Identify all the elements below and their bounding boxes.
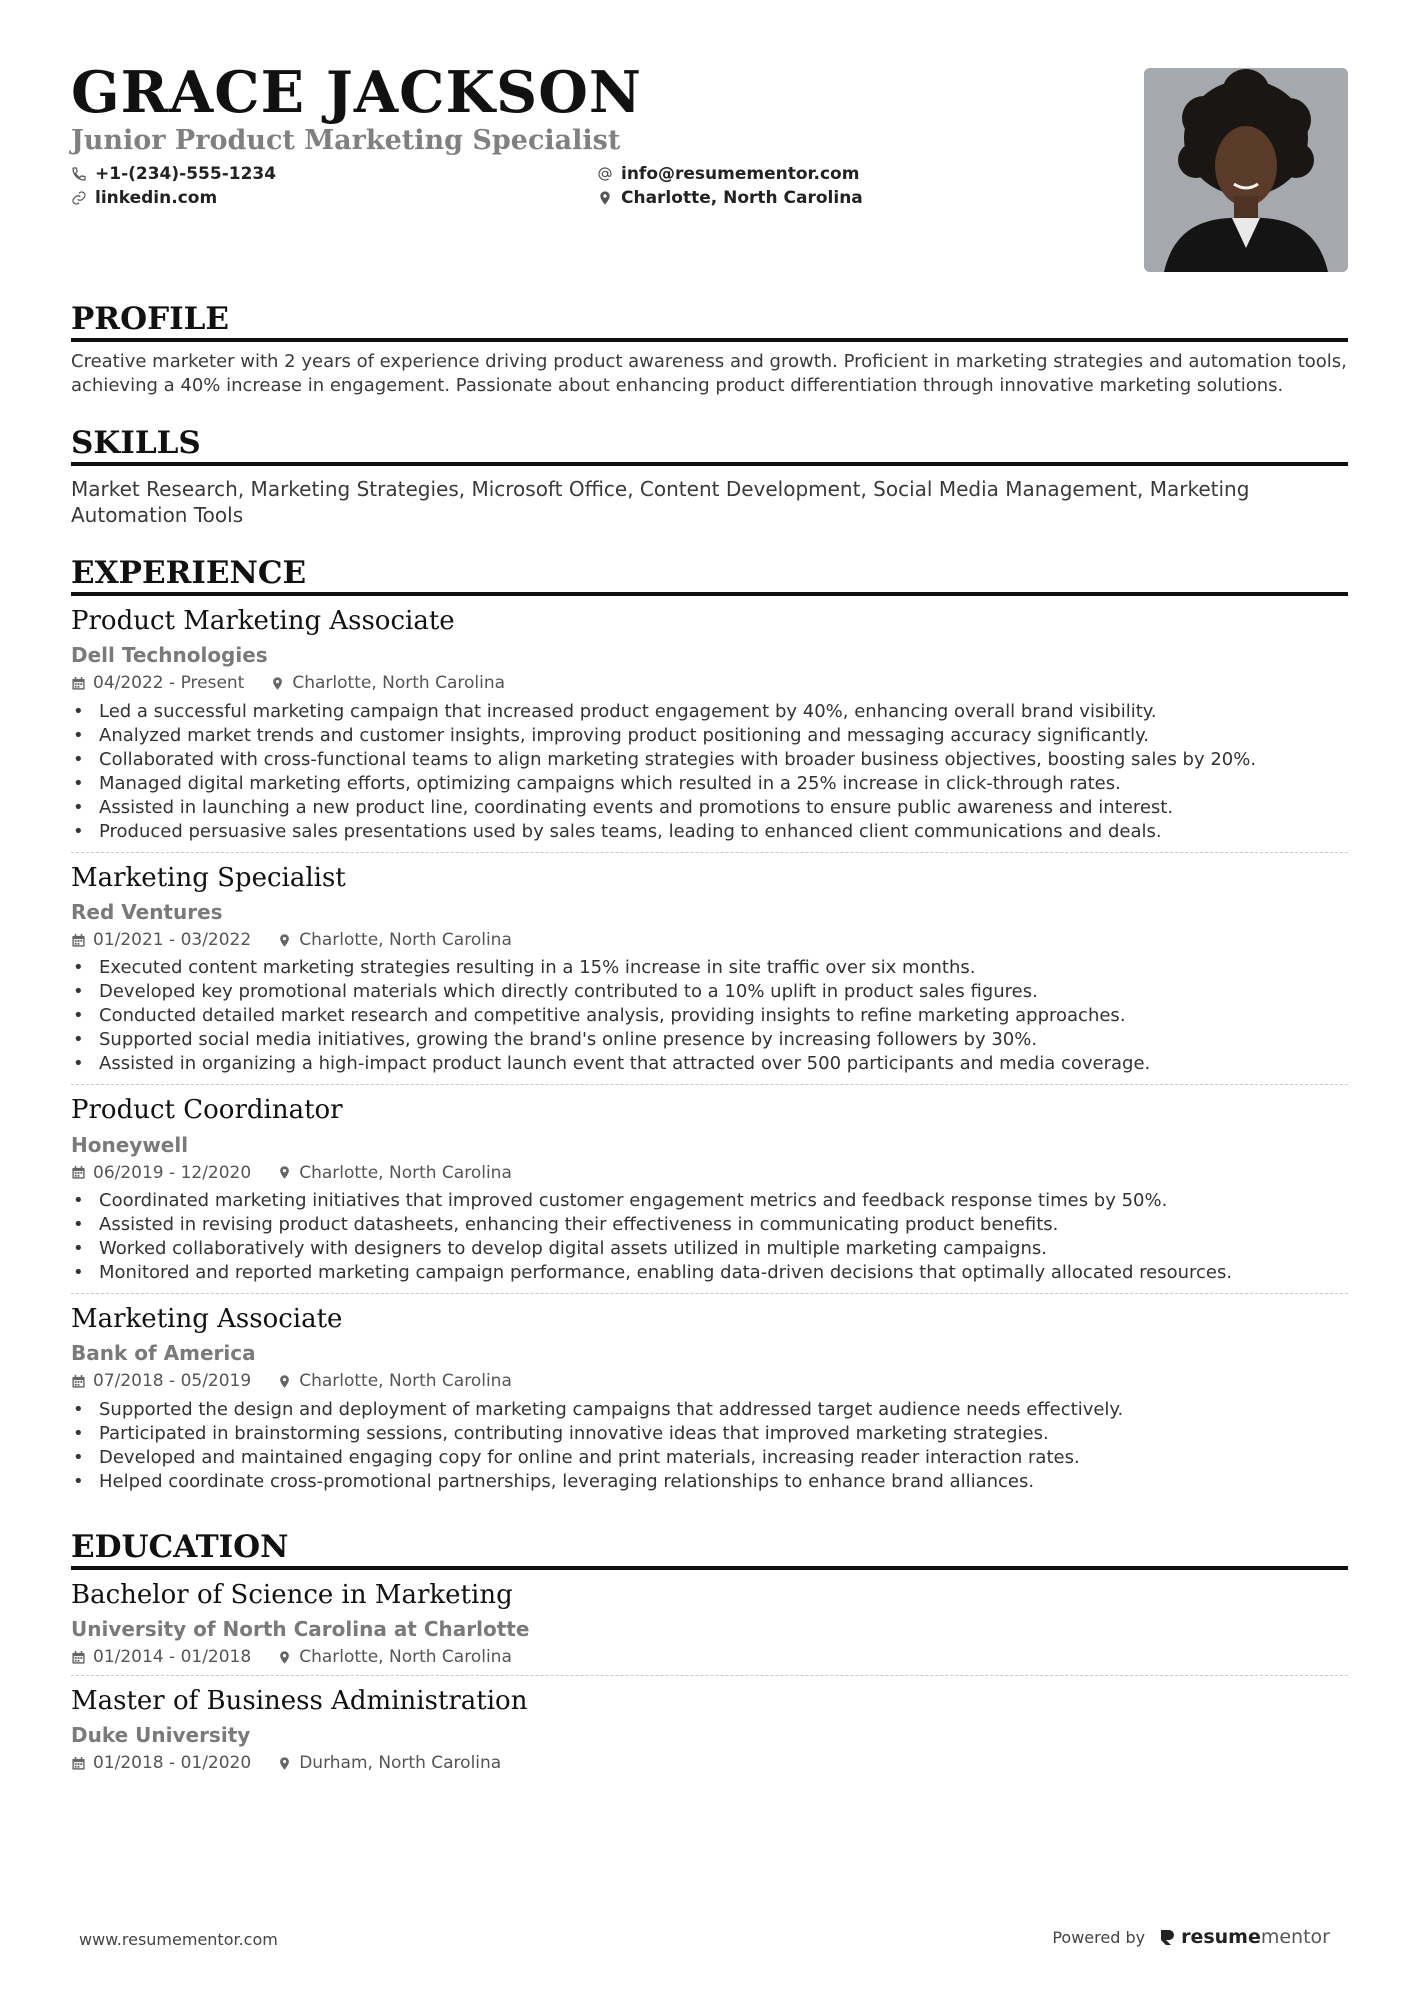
bullet-item: • Managed digital marketing efforts, optimizing campaigns which resulted in a 25% increase in click-through rates. — [71, 772, 1348, 796]
contact-email[interactable] — [597, 164, 977, 184]
bullet-item: • Produced persuasive sales presentations used by sales teams, leading to enhanced client communications and deals. — [71, 820, 1348, 844]
footer-website[interactable]: www.resumementor.com — [79, 1930, 278, 1949]
skills-text: Market Research, Marketing Strategies, Microsoft Office, Content Development, Social Media Management, Marketing Automation Tools — [71, 477, 1250, 528]
company-name: Honeywell — [71, 1132, 189, 1157]
job-location-text: Charlotte, North Carolina — [299, 930, 512, 951]
bullet-item: • Helped coordinate cross-promotional partnerships, leveraging relationships to enhance brand alliances. — [71, 1470, 1348, 1494]
calendar-icon — [71, 1165, 86, 1180]
calendar-icon — [71, 676, 86, 691]
map-pin-icon — [277, 1756, 292, 1771]
bullet-item: • Analyzed market trends and customer insights, improving product positioning and messaging accuracy significantly. — [71, 724, 1348, 748]
bullet-item: • Assisted in revising product datasheets, enhancing their effectiveness in communicating product benefits. — [71, 1213, 1348, 1237]
job-meta — [71, 1163, 1348, 1183]
bullet-item: • Led a successful marketing campaign that increased product engagement by 40%, enhancing overall brand visibility. — [71, 700, 1348, 724]
bullet-item: • Monitored and reported marketing campaign performance, enabling data-driven decisions that optimally allocated resources. — [71, 1261, 1348, 1285]
calendar-icon — [71, 1374, 86, 1389]
candidate-name: GRACE JACKSON — [71, 59, 642, 126]
education-dates — [71, 1647, 251, 1667]
education-location-text: Durham, North Carolina — [299, 1753, 502, 1774]
map-pin-icon — [270, 676, 285, 691]
company-name: Red Ventures — [71, 900, 223, 925]
job-title: Product Marketing Associate — [71, 606, 455, 637]
experience-entry — [71, 1294, 1348, 1502]
skills-section — [71, 426, 1348, 528]
company-name: Bank of America — [71, 1341, 256, 1366]
degree-title: Master of Business Administration — [71, 1686, 528, 1717]
at-icon — [597, 166, 613, 182]
footer-brand — [1052, 1926, 1330, 1948]
profile-text: Creative marketer with 2 years of experience driving product awareness and growth. Proficient in marketing strategies and automation tools, achieving a 40% increase in engagement. Passionate about enhancing product differentiation through innovative marketing solutions. — [71, 351, 1347, 397]
job-dates — [71, 1163, 251, 1183]
bullet-item: • Supported the design and deployment of marketing campaigns that addressed target audience needs effectively. — [71, 1398, 1348, 1422]
education-dates — [71, 1753, 251, 1773]
calendar-icon — [71, 933, 86, 948]
education-entry — [71, 1570, 1348, 1677]
job-dates-text: 07/2018 - 05/2019 — [93, 1371, 252, 1392]
candidate-role: Junior Product Marketing Specialist — [71, 125, 621, 156]
brand-mark-icon — [1159, 1928, 1175, 1946]
bullet-item: • Developed and maintained engaging copy for online and print materials, increasing reader interaction rates. — [71, 1446, 1348, 1470]
contact-phone — [71, 164, 597, 184]
job-location-text: Charlotte, North Carolina — [292, 673, 506, 694]
map-pin-icon — [597, 190, 613, 206]
school-name: Duke University — [71, 1723, 251, 1748]
job-meta — [71, 930, 1348, 950]
bullet-item: • Participated in brainstorming sessions, contributing innovative ideas that improved marketing strategies. — [71, 1422, 1348, 1446]
brand-name-bold: resume — [1181, 1926, 1261, 1948]
map-pin-icon — [277, 1374, 292, 1389]
link-icon — [71, 190, 87, 206]
experience-entry — [71, 1085, 1348, 1294]
education-entry — [71, 1676, 1348, 1782]
education-dates-text: 01/2018 - 01/2020 — [93, 1753, 252, 1774]
job-meta — [71, 673, 1348, 693]
job-dates-text: 04/2022 - Present — [93, 673, 245, 694]
education-meta — [71, 1753, 1348, 1773]
brand-logo[interactable] — [1159, 1926, 1330, 1948]
map-pin-icon — [277, 1165, 292, 1180]
job-bullets — [71, 956, 1348, 1076]
job-bullets — [71, 1189, 1348, 1285]
bullet-item: • Supported social media initiatives, growing the brand's online presence by increasing followers by 30%. — [71, 1028, 1348, 1052]
degree-title: Bachelor of Science in Marketing — [71, 1579, 513, 1610]
email-text[interactable]: info@resumementor.com — [621, 164, 860, 185]
map-pin-icon — [277, 1650, 292, 1665]
phone-icon — [71, 166, 87, 182]
job-dates-text: 06/2019 - 12/2020 — [93, 1162, 252, 1183]
profile-photo — [1144, 68, 1348, 272]
bullet-item: • Developed key promotional materials which directly contributed to a 10% uplift in product sales figures. — [71, 980, 1348, 1004]
education-dates-text: 01/2014 - 01/2018 — [93, 1646, 252, 1667]
job-dates — [71, 930, 251, 950]
job-dates-text: 01/2021 - 03/2022 — [93, 930, 252, 951]
calendar-icon — [71, 1650, 86, 1665]
bullet-item: • Conducted detailed market research and competitive analysis, providing insights to refine marketing approaches. — [71, 1004, 1348, 1028]
experience-entry — [71, 853, 1348, 1086]
education-location — [277, 1753, 501, 1773]
calendar-icon — [71, 1756, 86, 1771]
bullet-item: • Worked collaboratively with designers to develop digital assets utilized in multiple marketing campaigns. — [71, 1237, 1348, 1261]
bullet-item: • Collaborated with cross-functional teams to align marketing strategies with broader business objectives, boosting sales by 20%. — [71, 748, 1348, 772]
bullet-item: • Executed content marketing strategies resulting in a 15% increase in site traffic over six months. — [71, 956, 1348, 980]
job-meta — [71, 1371, 1348, 1391]
experience-entry — [71, 596, 1348, 853]
skills-heading: SKILLS — [71, 426, 1348, 466]
job-dates — [71, 1371, 251, 1391]
job-location-text: Charlotte, North Carolina — [299, 1162, 512, 1183]
phone-text: +1-(234)-555-1234 — [95, 164, 277, 185]
company-name: Dell Technologies — [71, 643, 268, 668]
powered-by-text: Powered by — [1052, 1927, 1146, 1947]
bullet-item: • Assisted in launching a new product line, coordinating events and promotions to ensure public awareness and interest. — [71, 796, 1348, 820]
education-location-text: Charlotte, North Carolina — [299, 1646, 512, 1667]
education-meta — [71, 1647, 1348, 1667]
resume-content — [71, 58, 1348, 1782]
education-location — [277, 1647, 512, 1667]
job-bullets — [71, 1398, 1348, 1494]
experience-heading: EXPERIENCE — [71, 556, 1348, 596]
education-heading: EDUCATION — [71, 1530, 1348, 1570]
linkedin-text[interactable]: linkedin.com — [95, 188, 218, 209]
job-location — [277, 930, 512, 950]
bullet-item: • Coordinated marketing initiatives that improved customer engagement metrics and feedback response times by 50%. — [71, 1189, 1348, 1213]
school-name: University of North Carolina at Charlotte — [71, 1616, 530, 1641]
job-title: Marketing Associate — [71, 1304, 343, 1335]
bullet-item: • Assisted in organizing a high-impact product launch event that attracted over 500 participants and media coverage. — [71, 1052, 1348, 1076]
job-bullets — [71, 700, 1348, 844]
contact-location — [597, 188, 977, 208]
contact-linkedin[interactable] — [71, 188, 597, 208]
job-dates — [71, 673, 244, 693]
job-location — [277, 1163, 512, 1183]
resume-header — [71, 59, 1348, 274]
location-text: Charlotte, North Carolina — [621, 188, 863, 209]
profile-section — [71, 302, 1348, 398]
experience-section — [71, 556, 1348, 1501]
job-location — [270, 673, 505, 693]
education-section — [71, 1530, 1348, 1782]
profile-heading: PROFILE — [71, 302, 1348, 342]
map-pin-icon — [277, 933, 292, 948]
brand-name-light: mentor — [1260, 1926, 1330, 1948]
job-location — [277, 1371, 512, 1391]
profile-photo-illustration — [1144, 68, 1348, 272]
job-location-text: Charlotte, North Carolina — [299, 1371, 512, 1392]
job-title: Product Coordinator — [71, 1095, 343, 1126]
job-title: Marketing Specialist — [71, 862, 346, 893]
